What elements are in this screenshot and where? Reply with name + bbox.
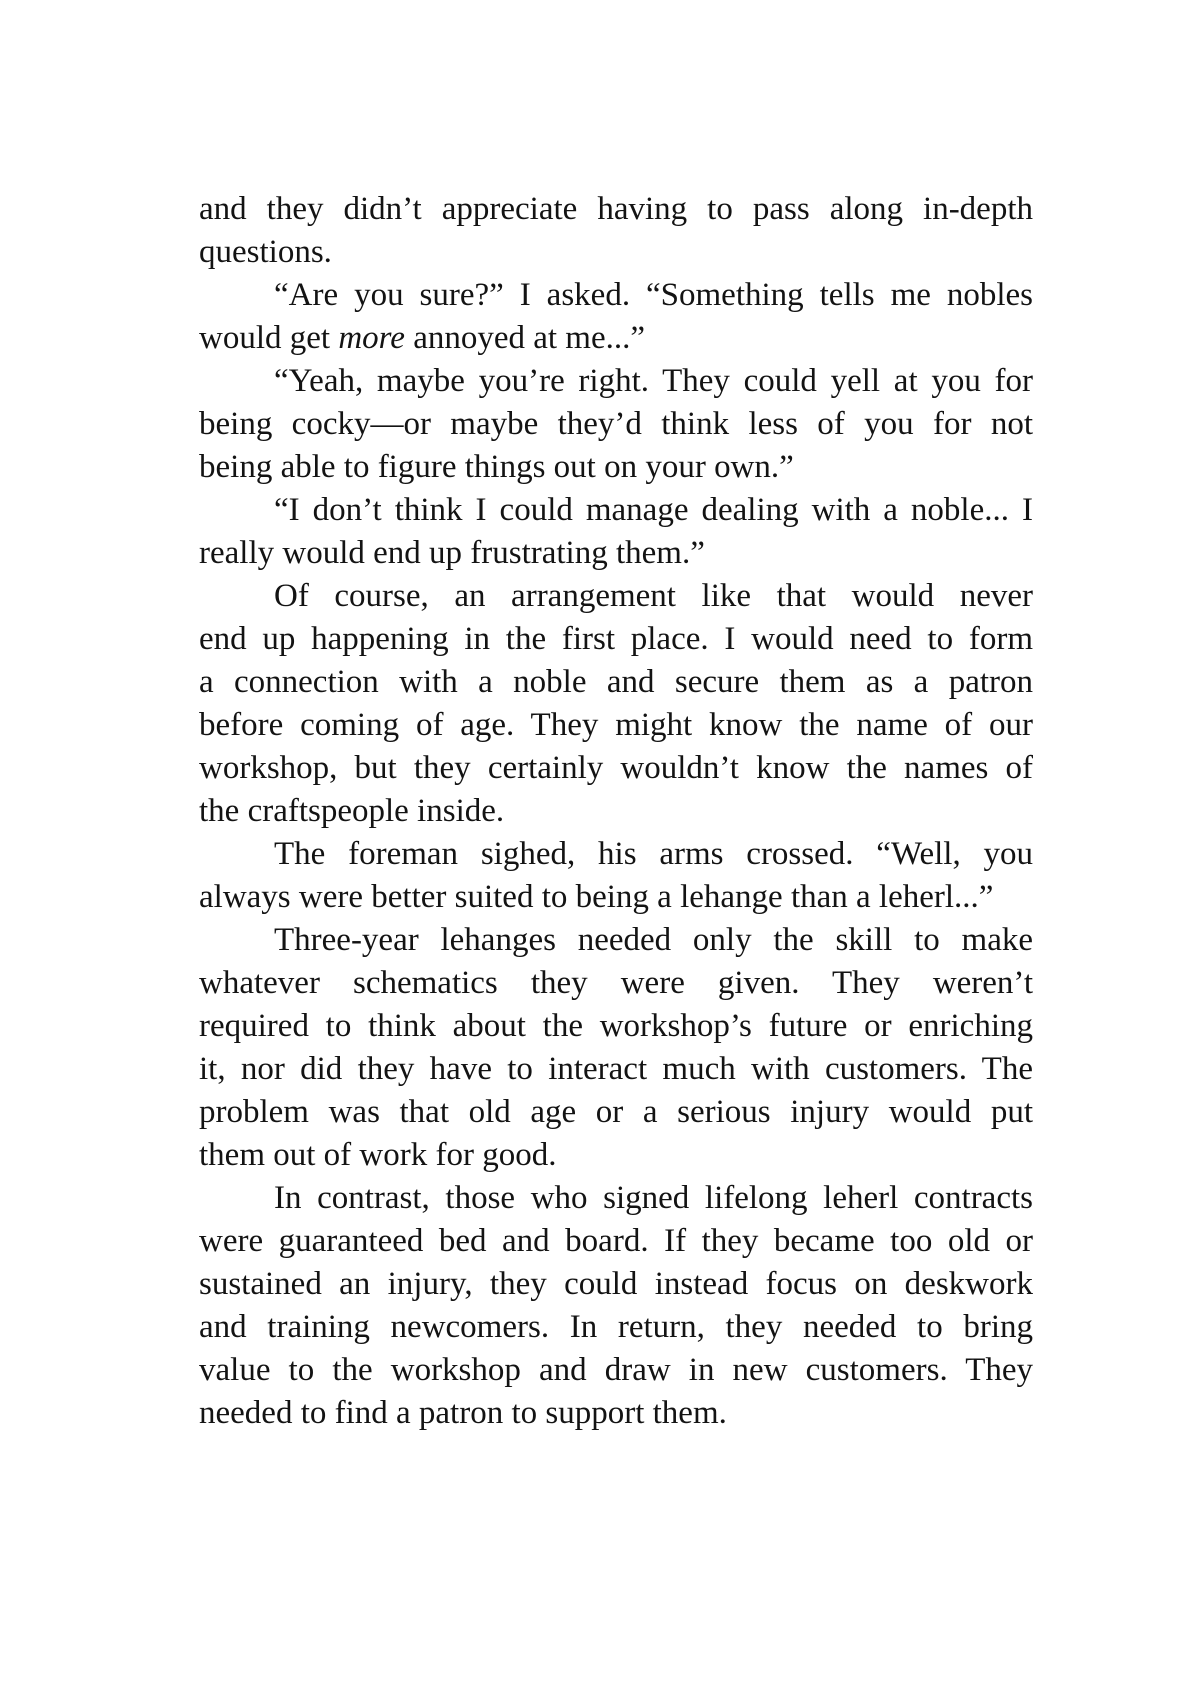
italic-text: more <box>338 320 405 356</box>
text-segment: In contrast, those who signed lifelong leherl contracts <box>274 1180 1033 1216</box>
text-line <box>199 489 1033 532</box>
paragraph <box>199 833 1033 919</box>
text-segment: whatever schematics they were given. They weren’t <box>199 965 1033 1001</box>
text-line <box>199 446 1033 489</box>
page-text-block <box>199 188 1033 1435</box>
text-segment: “I don’t think I could manage dealing with a noble... I <box>274 492 1033 528</box>
text-line <box>199 1392 1033 1435</box>
text-segment: end up happening in the first place. I would need to form <box>199 621 1033 657</box>
text-line <box>199 575 1033 618</box>
text-segment: annoyed at me...” <box>404 320 646 356</box>
text-line <box>199 919 1033 962</box>
text-segment: The foreman sighed, his arms crossed. “Well, you <box>274 836 1033 872</box>
text-segment: problem was that old age or a serious injury would put <box>199 1094 1033 1130</box>
paragraph <box>199 1177 1033 1435</box>
paragraph <box>199 360 1033 489</box>
paragraph <box>199 575 1033 833</box>
text-segment: sustained an injury, they could instead focus on deskwork <box>199 1266 1033 1302</box>
text-line <box>199 661 1033 704</box>
text-line <box>199 833 1033 876</box>
text-segment: Three-year lehanges needed only the skill to make <box>274 922 1033 958</box>
text-segment: would get <box>199 320 339 356</box>
text-segment: were guaranteed bed and board. If they became too old or <box>199 1223 1033 1259</box>
text-segment: “Yeah, maybe you’re right. They could yell at you for <box>274 363 1033 399</box>
text-segment: questions. <box>199 234 332 270</box>
text-segment: it, nor did they have to interact much with customers. The <box>199 1051 1033 1087</box>
text-line <box>199 1263 1033 1306</box>
text-line <box>199 532 1033 575</box>
text-segment: Of course, an arrangement like that would never <box>274 578 1033 614</box>
text-line <box>199 403 1033 446</box>
text-segment: and they didn’t appreciate having to pass along in-depth <box>199 191 1033 227</box>
text-line <box>199 747 1033 790</box>
text-segment: “Are you sure?” I asked. “Something tells me nobles <box>274 277 1033 313</box>
text-segment: workshop, but they certainly wouldn’t know the names of <box>199 750 1033 786</box>
text-line <box>199 618 1033 661</box>
text-segment: being cocky—or maybe they’d think less of you for not <box>199 406 1033 442</box>
text-line <box>199 704 1033 747</box>
text-line <box>199 1005 1033 1048</box>
paragraph <box>199 919 1033 1177</box>
text-line <box>199 1306 1033 1349</box>
text-line <box>199 876 1033 919</box>
text-segment: value to the workshop and draw in new customers. They <box>199 1352 1033 1388</box>
text-segment: them out of work for good. <box>199 1137 557 1173</box>
text-line <box>199 962 1033 1005</box>
text-line <box>199 790 1033 833</box>
text-segment: a connection with a noble and secure them as a patron <box>199 664 1033 700</box>
text-segment: really would end up frustrating them.” <box>199 535 705 571</box>
text-line <box>199 188 1033 231</box>
text-line <box>199 1134 1033 1177</box>
paragraph <box>199 489 1033 575</box>
text-segment: the craftspeople inside. <box>199 793 505 829</box>
text-segment: needed to find a patron to support them. <box>199 1395 727 1431</box>
text-line <box>199 360 1033 403</box>
text-line <box>199 1220 1033 1263</box>
text-line <box>199 1091 1033 1134</box>
text-segment: being able to figure things out on your own.” <box>199 449 794 485</box>
text-line <box>199 1349 1033 1392</box>
text-line <box>199 1177 1033 1220</box>
text-segment: and training newcomers. In return, they needed to bring <box>199 1309 1033 1345</box>
paragraph <box>199 188 1033 274</box>
paragraph <box>199 274 1033 360</box>
text-line <box>199 274 1033 317</box>
text-segment: required to think about the workshop’s future or enriching <box>199 1008 1033 1044</box>
text-line <box>199 1048 1033 1091</box>
text-line <box>199 231 1033 274</box>
text-line <box>199 317 1033 360</box>
text-segment: before coming of age. They might know the name of our <box>199 707 1033 743</box>
text-segment: always were better suited to being a lehange than a leherl...” <box>199 879 994 915</box>
